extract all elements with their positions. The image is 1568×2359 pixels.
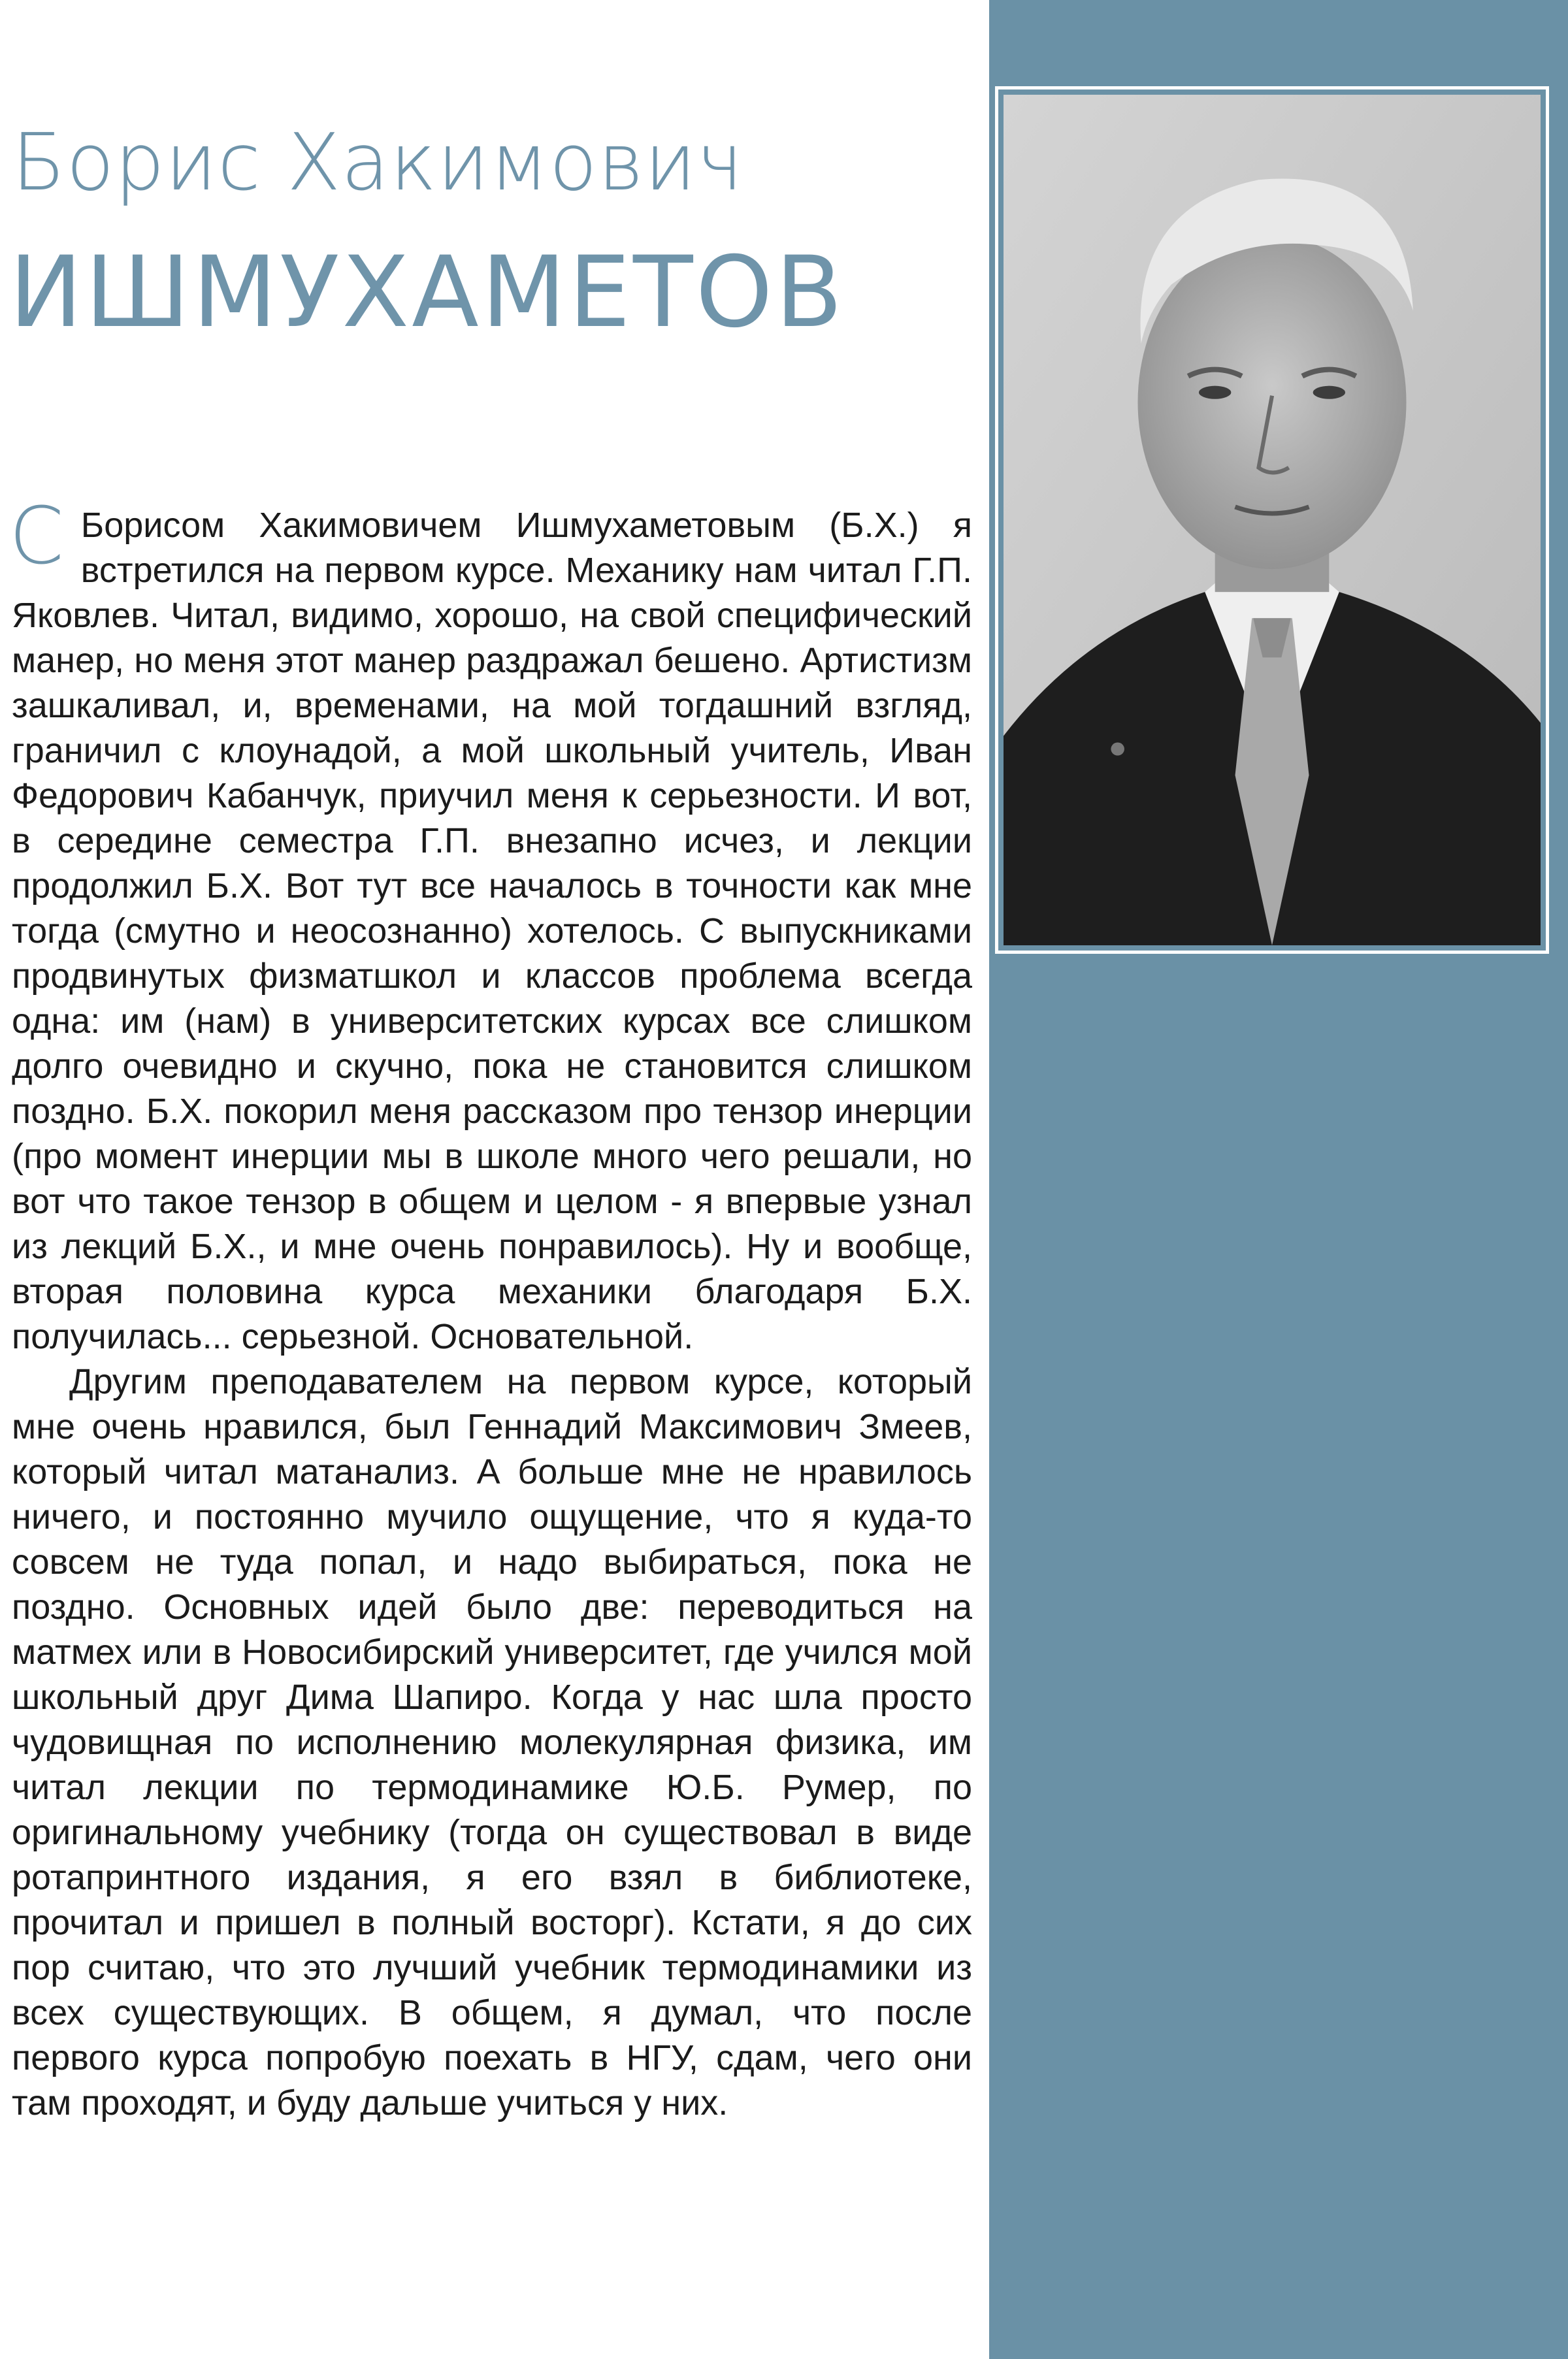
paragraph-1-text: Борисом Хакимовичем Ишмухаметовым (Б.Х.) я встретился на первом курсе. Механику нам читал Г.П. Яковлев. Читал, видимо, хорошо, на свой специфический манер, но меня этот манер раздражал бешено. Артистизм зашкаливал, и, временами, на мой тогдашний взгляд, граничил с клоунадой, а мой школьный учитель, Иван Федорович Кабанчук, приучил меня к серьезности. И вот, в середине семестра Г.П. внезапно исчез, и лекции продолжил Б.Х. Вот тут все началось в точности как мне тогда (смутно и неосознанно) хотелось. С выпускниками продвинутых физматшкол и классов проблема всегда одна: им (нам) в университетских курсах все слишком долго очевидно и скучно, пока не становится слишком поздно. Б.Х. покорил меня рассказом про тензор инерции (про момент инерции мы в школе много чего решали, но вот что такое тензор в общем и целом - я впервые узнал из лекций Б.Х., и мне очень понравилось). Ну и вообще, вторая половина курса механики благодаря Б.Х. получилась... серьезной. Основательной. xyxy=(12,506,972,1356)
article-paragraph-2: Другим преподавателем на первом курсе, который мне очень нравился, был Геннадий Максимович Змеев, который читал матанализ. А больше мне не нравилось ничего, и постоянно мучило ощущение, что я куда-то совсем не туда попал, и надо выбираться, пока не поздно. Основных идей было две: переводиться на матмех или в Новосибирский университет, где учился мой школьный друг Дима Шапиро. Когда у нас шла просто чудовищная по исполнению молекулярная физика, им читал лекции по термодинамике Ю.Б. Румер, по оригинальному учебнику (тогда он существовал в виде ротапринтного издания, я его взял в библиотеке, прочитал и пришел в полный восторг). Кстати, я до сих пор считаю, что это лучший учебник термодинамики из всех существующих. В общем, я думал, что после первого курса попробую поехать в НГУ, сдам, чего они там проходят, и буду дальше учиться у них. xyxy=(12,1362,972,2123)
author-first-name: Борис Хакимович xyxy=(12,118,744,208)
author-last-name: ИШМУХАМЕТОВ xyxy=(9,236,845,350)
photo-frame xyxy=(995,86,1549,954)
portrait-photo-icon xyxy=(1004,95,1541,945)
drop-cap: С xyxy=(9,491,64,582)
article-body xyxy=(9,491,972,2126)
article-paragraph-1 xyxy=(9,491,972,1359)
portrait-photo xyxy=(1004,95,1541,945)
